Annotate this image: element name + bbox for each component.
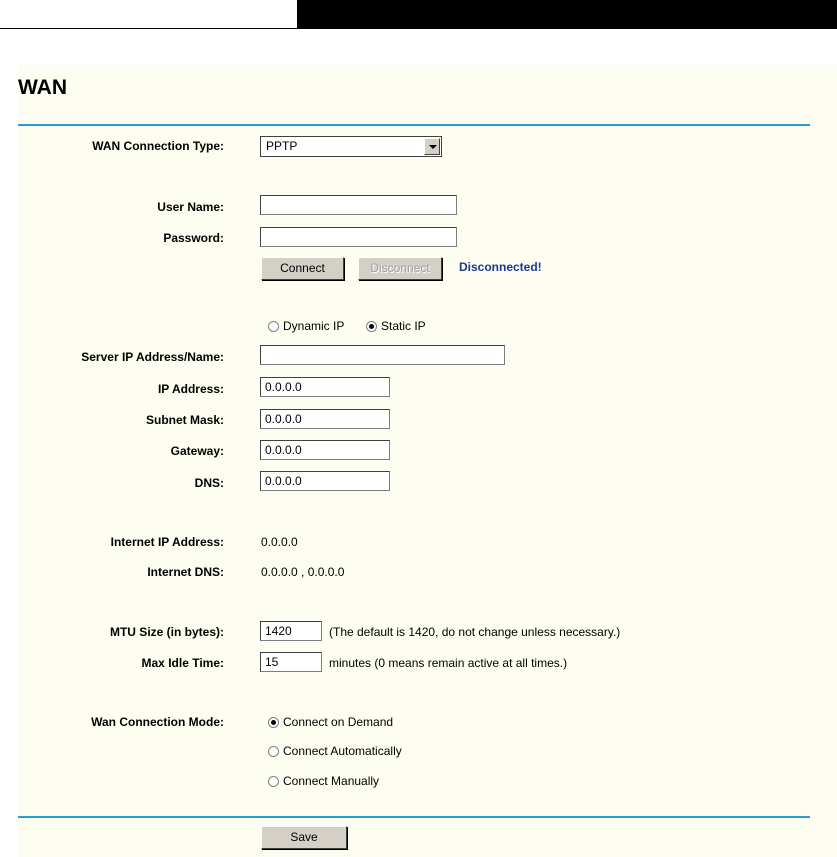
mtu-label: MTU Size (in bytes): (109, 625, 224, 639)
dns-input[interactable]: 0.0.0.0 (260, 471, 390, 491)
connect-on-demand-radio[interactable] (268, 717, 279, 728)
gateway-input[interactable]: 0.0.0.0 (260, 440, 390, 460)
bottom-divider (18, 816, 810, 818)
gateway-label: Gateway: (170, 444, 224, 458)
top-divider (18, 124, 810, 126)
subnet-mask-label: Subnet Mask: (145, 413, 224, 427)
static-ip-label: Static IP (381, 319, 426, 333)
internet-ip-value: 0.0.0.0 (261, 535, 298, 549)
server-label: Server IP Address/Name: (81, 350, 224, 364)
header-black-bar (297, 0, 837, 28)
internet-dns-label: Internet DNS: (147, 565, 224, 579)
connect-manually-label: Connect Manually (283, 774, 380, 788)
dynamic-ip-radio[interactable] (268, 321, 279, 332)
internet-dns-value: 0.0.0.0 , 0.0.0.0 (261, 565, 345, 579)
wan-type-select[interactable] (260, 136, 442, 157)
connect-automatically-label: Connect Automatically (283, 744, 402, 758)
user-name-label: User Name: (157, 200, 224, 214)
max-idle-label: Max Idle Time: (141, 656, 224, 670)
dns-label: DNS: (194, 476, 224, 490)
conn-mode-label: Wan Connection Mode: (91, 715, 224, 729)
subnet-mask-input[interactable]: 0.0.0.0 (260, 409, 390, 429)
static-ip-radio[interactable] (366, 321, 377, 332)
wan-type-label: WAN Connection Type: (92, 139, 224, 153)
connect-on-demand-label: Connect on Demand (283, 715, 394, 729)
wan-type-value: PPTP (266, 139, 298, 153)
password-input[interactable] (260, 227, 457, 247)
connect-manually-radio[interactable] (268, 776, 279, 787)
internet-ip-label: Internet IP Address: (110, 535, 224, 549)
max-idle-input[interactable]: 15 (260, 652, 322, 672)
connect-automatically-radio[interactable] (268, 746, 279, 757)
dynamic-ip-label: Dynamic IP (283, 319, 345, 333)
save-button[interactable]: Save (261, 826, 347, 849)
chevron-down-icon[interactable] (424, 138, 440, 155)
ip-address-label: IP Address: (157, 382, 224, 396)
ip-address-input[interactable]: 0.0.0.0 (260, 377, 390, 397)
header-rule (0, 28, 837, 29)
user-name-input[interactable] (260, 195, 457, 215)
disconnect-button[interactable]: Disconnect (358, 257, 442, 280)
connection-status: Disconnected! (459, 260, 542, 274)
connect-button[interactable]: Connect (261, 257, 344, 280)
mtu-input[interactable]: 1420 (260, 621, 322, 641)
content-panel (18, 65, 837, 857)
mtu-note: (The default is 1420, do not change unless necessary.) (329, 625, 621, 639)
server-input[interactable] (260, 345, 505, 365)
max-idle-note: minutes (0 means remain active at all times.) (329, 656, 568, 670)
page-title: WAN (18, 76, 67, 99)
password-label: Password: (163, 231, 224, 245)
